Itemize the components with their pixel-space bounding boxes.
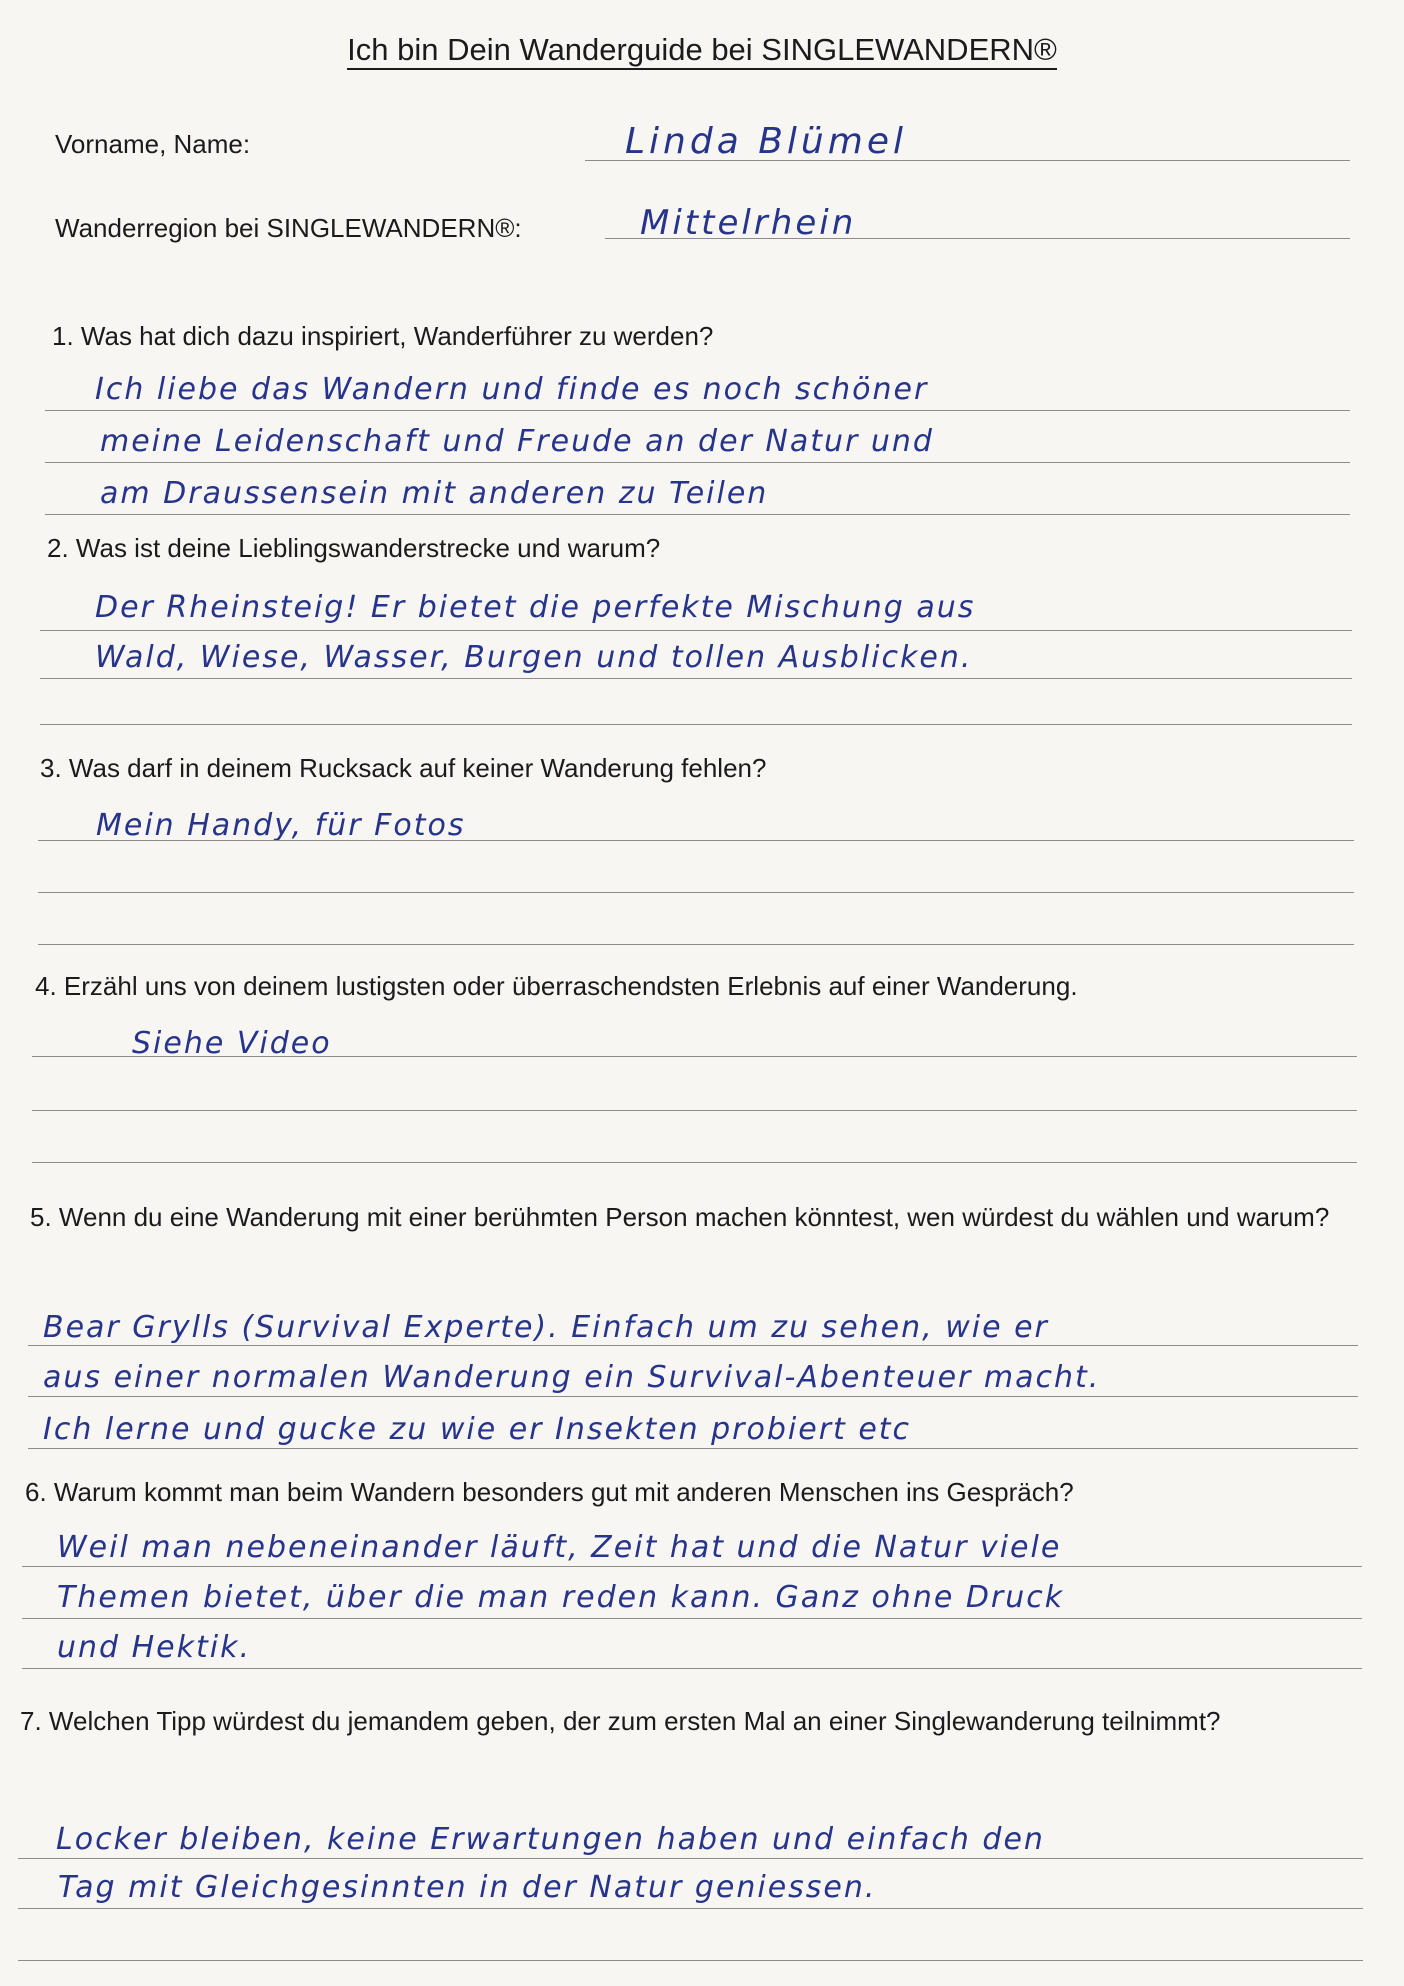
answer-rule — [38, 944, 1354, 945]
question-7: 7. Welchen Tipp würdest du jemandem geben, der zum ersten Mal an einer Singlewanderung teilnimmt? — [20, 1706, 1221, 1736]
answer-5-line-2: aus einer normalen Wanderung ein Survival-Abenteuer macht. — [43, 1360, 1101, 1395]
answer-rule — [45, 462, 1350, 463]
answer-7-line-1: Locker bleiben, keine Erwartungen haben und einfach den — [56, 1822, 1045, 1857]
answer-1-line-3: am Draussensein mit anderen zu Teilen — [100, 476, 769, 511]
answer-rule — [38, 840, 1354, 841]
answer-4-line-1: Siehe Video — [132, 1026, 332, 1061]
answer-rule — [18, 1908, 1363, 1909]
answer-rule — [32, 1110, 1357, 1111]
answer-6-line-1: Weil man nebeneinander läuft, Zeit hat und die Natur viele — [57, 1530, 1062, 1565]
answer-6-line-3: und Hektik. — [57, 1630, 252, 1665]
answer-rule — [18, 1858, 1363, 1859]
answer-1-line-2: meine Leidenschaft und Freude an der Natur und — [100, 424, 934, 459]
question-3: 3. Was darf in deinem Rucksack auf keiner Wanderung fehlen? — [40, 753, 767, 783]
answer-rule — [28, 1396, 1358, 1397]
region-label: Wanderregion bei SINGLEWANDERN®: — [55, 213, 522, 243]
answer-3-line-1: Mein Handy, für Fotos — [96, 808, 466, 843]
answer-rule — [32, 1056, 1357, 1057]
question-1: 1. Was hat dich dazu inspiriert, Wanderführer zu werden? — [52, 321, 714, 351]
region-value: Mittelrhein — [640, 203, 857, 243]
answer-rule — [22, 1566, 1362, 1567]
answer-2-line-1: Der Rheinsteig! Er bietet die perfekte Mischung aus — [95, 590, 976, 625]
answer-7-line-2: Tag mit Gleichgesinnten in der Natur geniessen. — [58, 1870, 877, 1905]
answer-rule — [40, 724, 1352, 725]
answer-rule — [45, 514, 1350, 515]
answer-5-line-3: Ich lerne und gucke zu wie er Insekten probiert etc — [43, 1412, 912, 1447]
answer-rule — [28, 1448, 1358, 1449]
region-line — [605, 238, 1350, 239]
question-4: 4. Erzähl uns von deinem lustigsten oder überraschendsten Erlebnis auf einer Wanderung. — [35, 971, 1078, 1001]
answer-5-line-1: Bear Grylls (Survival Experte). Einfach um zu sehen, wie er — [43, 1310, 1049, 1345]
answer-rule — [22, 1618, 1362, 1619]
question-6: 6. Warum kommt man beim Wandern besonders gut mit anderen Menschen ins Gespräch? — [25, 1477, 1074, 1507]
answer-rule — [22, 1668, 1362, 1669]
question-2: 2. Was ist deine Lieblingswanderstrecke und warum? — [47, 533, 661, 563]
name-line — [585, 160, 1350, 161]
name-label: Vorname, Name: — [55, 129, 251, 159]
question-5: 5. Wenn du eine Wanderung mit einer berühmten Person machen könntest, wen würdest du wählen und warum? — [30, 1202, 1330, 1232]
answer-rule — [45, 410, 1350, 411]
answer-rule — [32, 1162, 1357, 1163]
page-title: Ich bin Dein Wanderguide bei SINGLEWANDERN® — [0, 30, 1404, 70]
answer-2-line-2: Wald, Wiese, Wasser, Burgen und tollen Ausblicken. — [95, 640, 973, 675]
answer-rule — [28, 1345, 1358, 1346]
answer-rule — [18, 1960, 1363, 1961]
answer-1-line-1: Ich liebe das Wandern und finde es noch schöner — [95, 372, 929, 407]
answer-rule — [40, 630, 1352, 631]
answer-rule — [40, 678, 1352, 679]
answer-rule — [38, 892, 1354, 893]
name-value: Linda Blümel — [625, 121, 907, 162]
answer-6-line-2: Themen bietet, über die man reden kann. Ganz ohne Druck — [57, 1580, 1065, 1615]
